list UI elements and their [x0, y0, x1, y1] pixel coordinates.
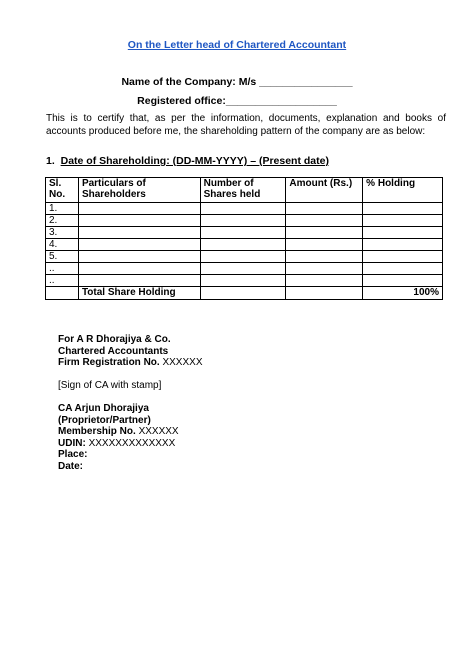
- table-cell: [200, 227, 286, 239]
- table-cell: [78, 275, 200, 287]
- table-cell: [286, 215, 363, 227]
- table-cell: [286, 263, 363, 275]
- shareholding-table: [45, 177, 443, 300]
- registered-office-line: Registered office:___________________: [137, 95, 337, 107]
- membership-line: [58, 426, 179, 438]
- table-cell: [78, 215, 200, 227]
- table-cell: [286, 239, 363, 251]
- table-cell: [78, 239, 200, 251]
- section-heading: [46, 155, 329, 167]
- table-cell: [78, 251, 200, 263]
- row-label: 2.: [46, 215, 79, 227]
- header-sl-no: Sl. No.: [46, 178, 79, 203]
- stamp-note: [Sign of CA with stamp]: [58, 380, 162, 391]
- row-label: 4.: [46, 239, 79, 251]
- table-cell: [200, 215, 286, 227]
- header-percent-holding: % Holding: [363, 178, 443, 203]
- row-label: 5.: [46, 251, 79, 263]
- membership-value: XXXXXX: [138, 426, 179, 437]
- signatory-block: [58, 403, 179, 472]
- table-cell: [200, 239, 286, 251]
- table-cell: [200, 263, 286, 275]
- total-label: Total Share Holding: [78, 287, 200, 300]
- header-particulars: Particulars of Shareholders: [78, 178, 200, 203]
- frn-line: [58, 357, 203, 369]
- certification-paragraph: This is to certify that, as per the information, documents, explanation and books of accounts produced before me, the shareholding pattern of the company are as below:: [46, 113, 446, 137]
- table-cell: [46, 287, 79, 300]
- row-label: 1.: [46, 203, 79, 215]
- total-row: [46, 287, 443, 300]
- table-cell: [78, 263, 200, 275]
- membership-label: Membership No.: [58, 426, 136, 437]
- table-cell: [200, 203, 286, 215]
- table-cell: [363, 227, 443, 239]
- table-cell: [286, 287, 363, 300]
- table-header-row: [46, 178, 443, 203]
- table-cell: [286, 227, 363, 239]
- frn-label: Firm Registration No.: [58, 357, 160, 368]
- total-percent: 100%: [363, 287, 443, 300]
- section-title: Date of Shareholding: (DD-MM-YYYY) – (Present date): [60, 155, 329, 167]
- table-cell: [200, 287, 286, 300]
- table-cell: [78, 227, 200, 239]
- section-number: 1.: [46, 155, 55, 167]
- table-row: [46, 227, 443, 239]
- table-cell: [363, 203, 443, 215]
- firm-type-line: Chartered Accountants: [58, 345, 169, 357]
- header-number-of-shares: Number of Shares held: [200, 178, 286, 203]
- table-cell: [286, 251, 363, 263]
- firm-for-line: For A R Dhorajiya & Co.: [58, 334, 171, 345]
- row-label: 3.: [46, 227, 79, 239]
- header-amount: Amount (Rs.): [286, 178, 363, 203]
- table-cell: [200, 251, 286, 263]
- table-cell: [200, 275, 286, 287]
- table-cell: [363, 215, 443, 227]
- table-cell: [363, 275, 443, 287]
- date-label: Date:: [58, 460, 84, 472]
- firm-block: [58, 334, 203, 369]
- table-cell: [363, 239, 443, 251]
- table-row: [46, 251, 443, 263]
- table-row: [46, 263, 443, 275]
- row-label: ..: [46, 275, 79, 287]
- table-cell: [78, 203, 200, 215]
- ca-role: (Proprietor/Partner): [58, 414, 151, 426]
- table-cell: [363, 251, 443, 263]
- udin-value: XXXXXXXXXXXXX: [88, 437, 176, 449]
- table-cell: [286, 203, 363, 215]
- table-row: [46, 203, 443, 215]
- frn-value: XXXXXX: [162, 357, 203, 368]
- table-cell: [363, 263, 443, 275]
- letterhead-note: On the Letter head of Chartered Accountant: [127, 39, 347, 51]
- company-name-line: Name of the Company: M/s ________________: [121, 76, 353, 88]
- udin-line: [58, 438, 179, 450]
- ca-name: CA Arjun Dhorajiya: [58, 403, 149, 414]
- row-label: ..: [46, 263, 79, 275]
- table-row: [46, 215, 443, 227]
- table-row: [46, 239, 443, 251]
- place-label: Place:: [58, 449, 88, 460]
- table-row: [46, 275, 443, 287]
- udin-label: UDIN:: [58, 437, 86, 449]
- table-cell: [286, 275, 363, 287]
